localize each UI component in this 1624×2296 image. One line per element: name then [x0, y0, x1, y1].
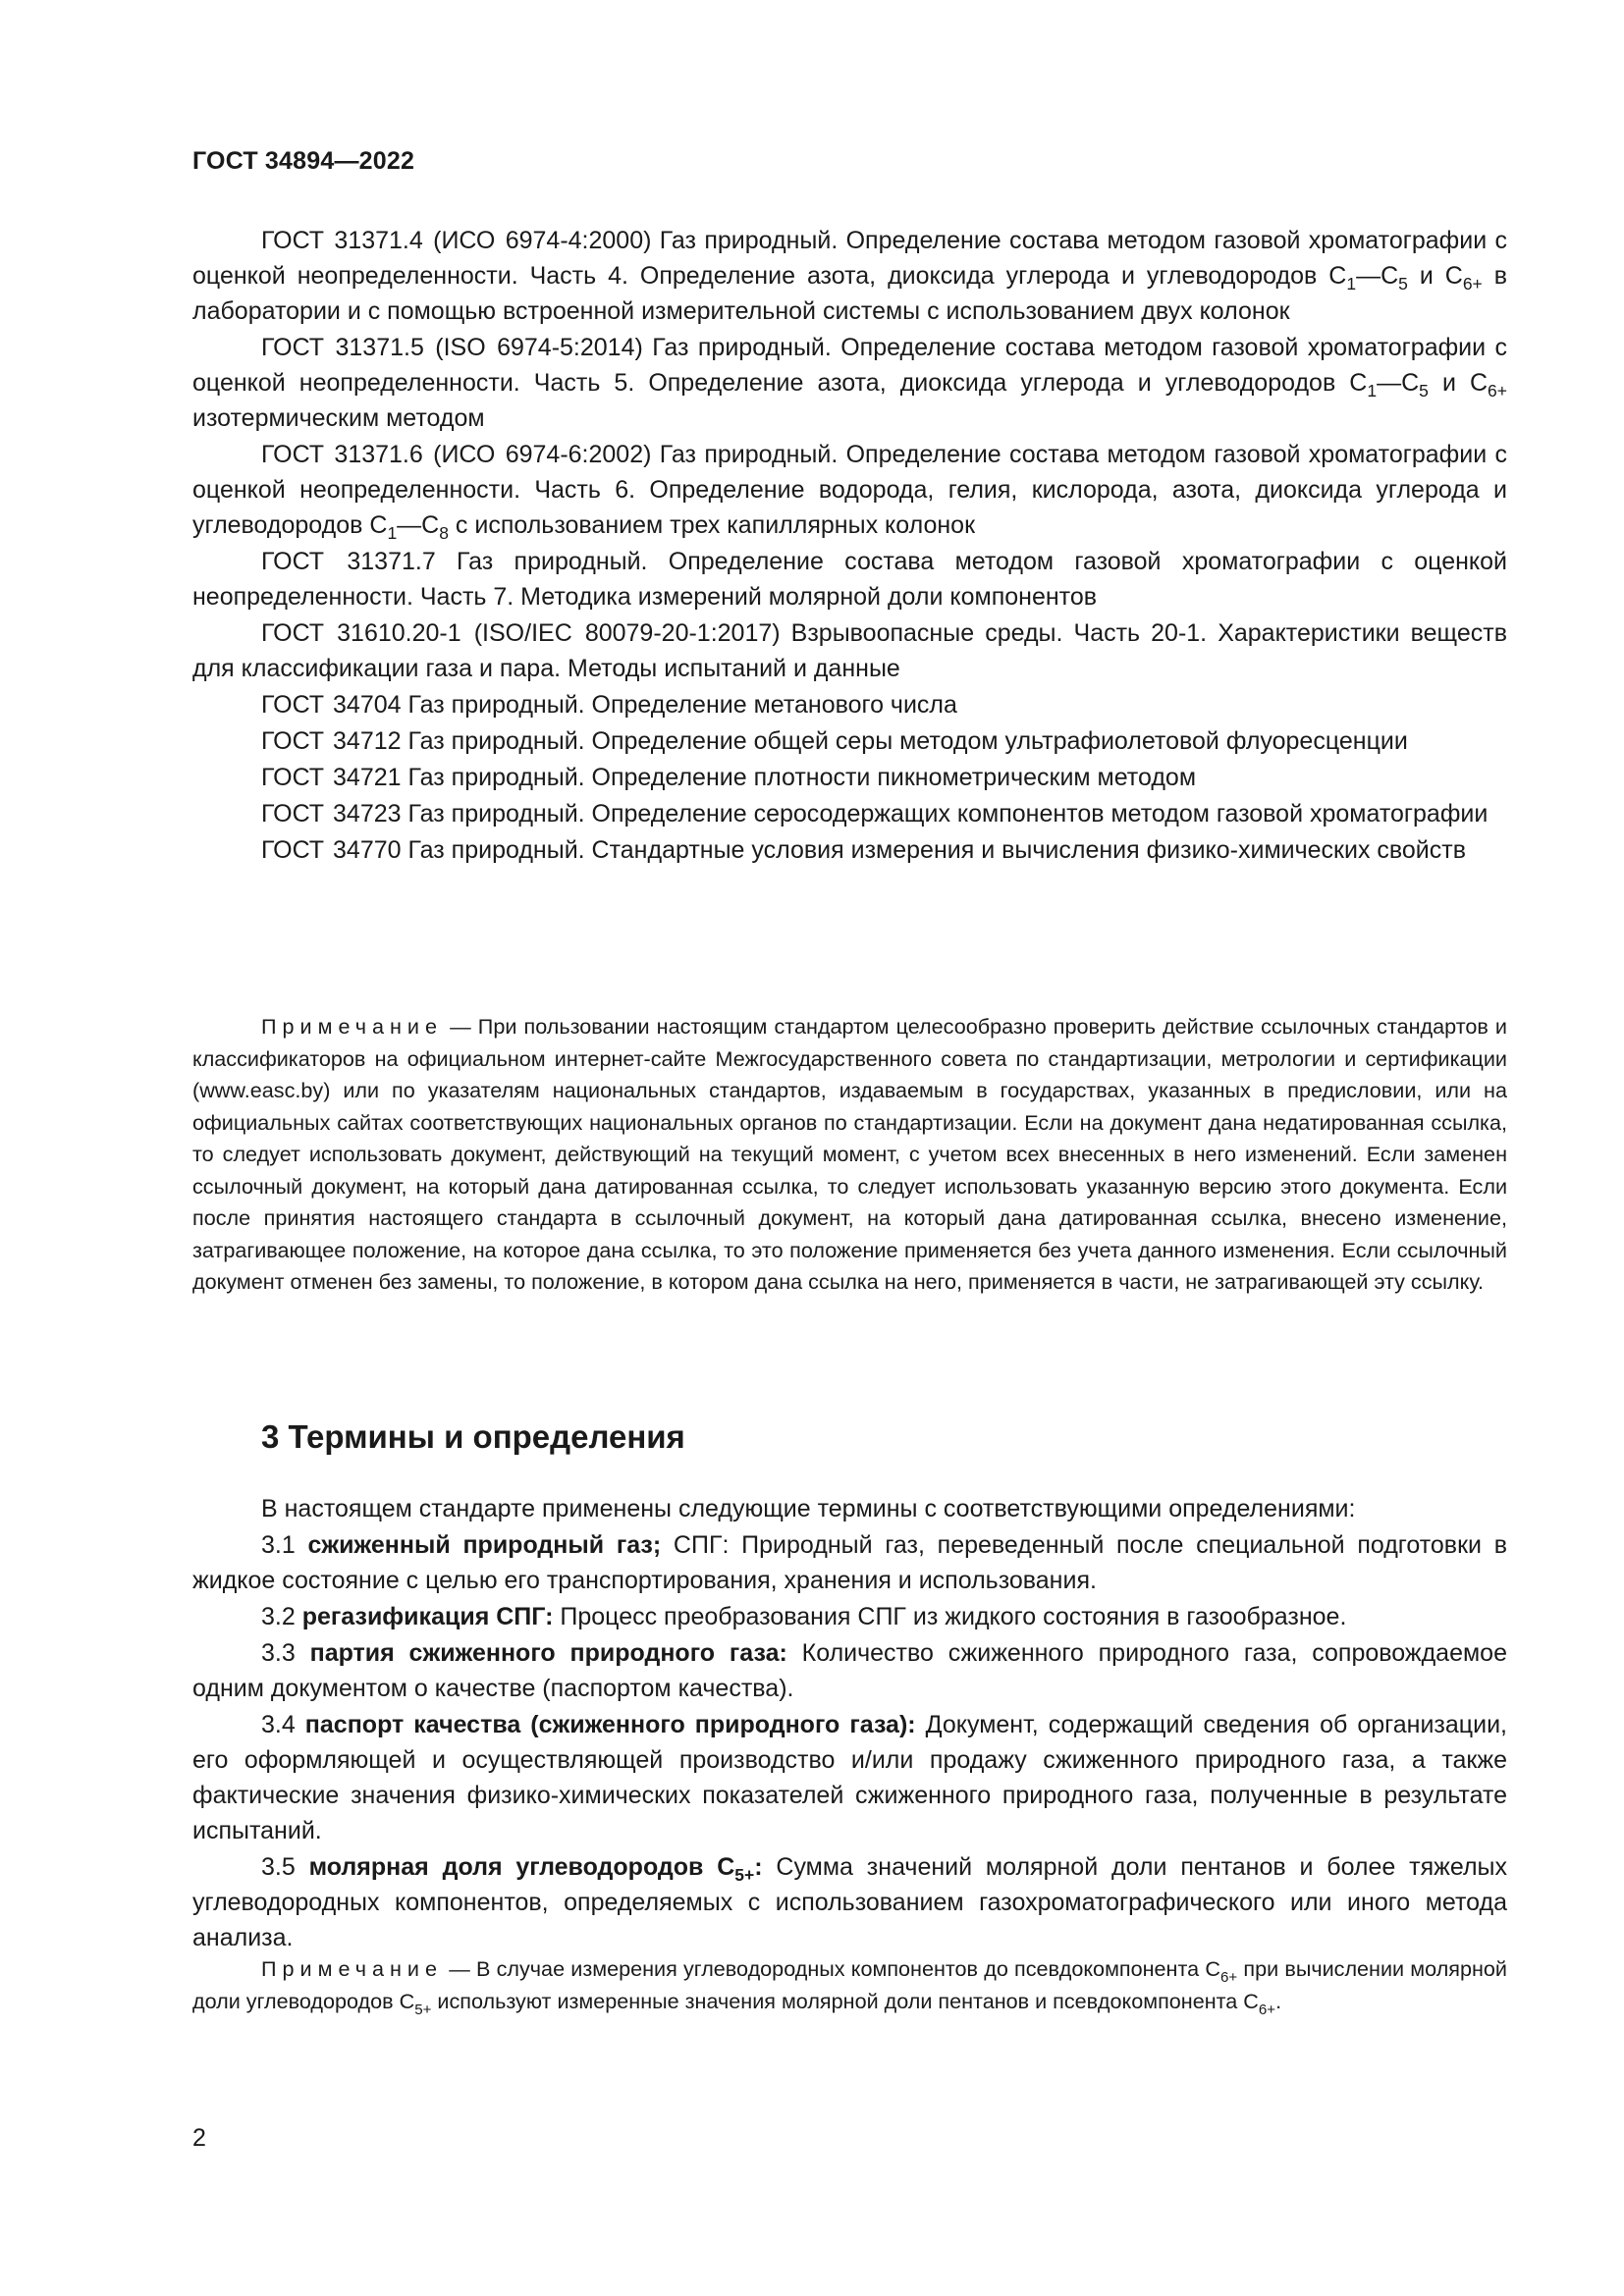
reference-item: ГОСТ 31371.4 (ИСО 6974-4:2000) Газ природный. Определение состава методом газовой хроматографии с оценкой неопределенности. Часть 4. Определение азота, диоксида углерода и углеводородов $С_1—С_5$ и $С_{6+}$ в лаборатории и с помощью встроенной измерительной системы с использованием двух колонок	[192, 227, 1508, 325]
reference-item: ГОСТ 34770 Газ природный. Стандартные условия измерения и вычисления физико-химических свойств	[261, 836, 1467, 864]
reference-item: ГОСТ 31371.7 Газ природный. Определение состава методом газовой хроматографии с оценкой неопределенности. Часть 7. Методика измерений молярной доли компонентов	[192, 548, 1507, 611]
references-note	[192, 1011, 1507, 1299]
note-label: Примечание	[261, 1956, 443, 1981]
term-item: 3.2 регазификация СПГ: Процесс преобразования СПГ из жидкого состояния в газообразное.	[261, 1603, 1347, 1630]
term-item: 3.5 молярная доля углеводородов $С_{5+}$: Сумма значений молярной доли пентанов и более тяжелых углеводородных компонентов, определяемых с использованием газохроматографического или иного метода анализа.	[192, 1853, 1508, 1951]
section-title: 3 Термины и определения	[261, 1418, 685, 1455]
term-item: 3.1 сжиженный природный газ; СПГ: Природный газ, переведенный после специальной подготовки в жидкое состояние с целью его транспортирования, хранения и использования.	[192, 1531, 1508, 1594]
note-text: — При пользовании настоящим стандартом целесообразно проверить действие ссылочных стандартов и классификаторов на официальном интернет-сайте Межгосударственного совета по стандартизации, метрологии и сертификации (www.easc.by) или по указателям национальных стандартов, издаваемым в государствах, указанных в предисловии, или на официальных сайтах соответствующих национальных органов по стандартизации. Если на документ дана недатированная ссылка, то следует использовать документ, действующий на текущий момент, с учетом всех внесенных в него изменений. Если заменен ссылочный документ, на который дана датированная ссылка, то следует использовать указанную версию этого документа. Если после принятия настоящего стандарта в ссылочный документ, на который дана датированная ссылка, внесено изменение, затрагивающее положение, на которое дана ссылка, то это положение применяется без учета данного изменения. Если ссылочный документ отменен без замены, то положение, в котором дана ссылка на него, применяется в части, не затрагивающей эту ссылку.	[192, 1014, 1507, 1294]
reference-item: ГОСТ 31371.5 (ISO 6974-5:2014) Газ природный. Определение состава методом газовой хроматографии с оценкой неопределенности. Часть 5. Определение азота, диоксида углерода и углеводородов $С_1—С_5$ и $С_{6+}$ изотермическим методом	[192, 334, 1508, 432]
reference-item: ГОСТ 31371.6 (ИСО 6974-6:2002) Газ природный. Определение состава методом газовой хроматографии с оценкой неопределенности. Часть 6. Определение водорода, гелия, кислорода, азота, диоксида углерода и углеводородов $С_1—С_8$ с использованием трех капиллярных колонок	[192, 441, 1507, 543]
terms-list	[192, 1491, 1507, 1956]
document-header: ГОСТ 34894—2022	[192, 147, 415, 175]
note-label: Примечание	[261, 1014, 443, 1039]
reference-item: ГОСТ 34704 Газ природный. Определение метанового числа	[261, 691, 957, 719]
page-number: 2	[192, 2124, 206, 2152]
terms-intro: В настоящем стандарте применены следующие термины с соответствующими определениями:	[261, 1495, 1356, 1522]
reference-item: ГОСТ 34712 Газ природный. Определение общей серы методом ультрафиолетовой флуоресценции	[261, 727, 1408, 755]
term-item: 3.3 партия сжиженного природного газа: Количество сжиженного природного газа, сопровождаемое одним документом о качестве (паспортом качества).	[192, 1639, 1507, 1702]
normative-references-list	[192, 223, 1507, 869]
reference-item: ГОСТ 31610.20-1 (ISO/IEC 80079-20-1:2017) Взрывоопасные среды. Часть 20-1. Характеристики веществ для классификации газа и пара. Методы испытаний и данные	[192, 619, 1507, 682]
terms-note: Примечание — В случае измерения углеводородных компонентов до псевдокомпонента $С_{6+}$ при вычислении молярной доли углеводородов $С_{5+}$ используют измеренные значения молярной доли пентанов и псевдокомпонента $С_{6+}$.	[192, 1956, 1507, 2018]
reference-item: ГОСТ 34721 Газ природный. Определение плотности пикнометрическим методом	[261, 764, 1197, 791]
reference-item: ГОСТ 34723 Газ природный. Определение серосодержащих компонентов методом газовой хроматографии	[261, 800, 1489, 828]
term-item: 3.4 паспорт качества (сжиженного природного газа): Документ, содержащий сведения об организации, его оформляющей и осуществляющей производство и/или продажу сжиженного природного газа, а также фактические значения физико-химических показателей сжиженного природного газа, полученные в результате испытаний.	[192, 1711, 1507, 1844]
